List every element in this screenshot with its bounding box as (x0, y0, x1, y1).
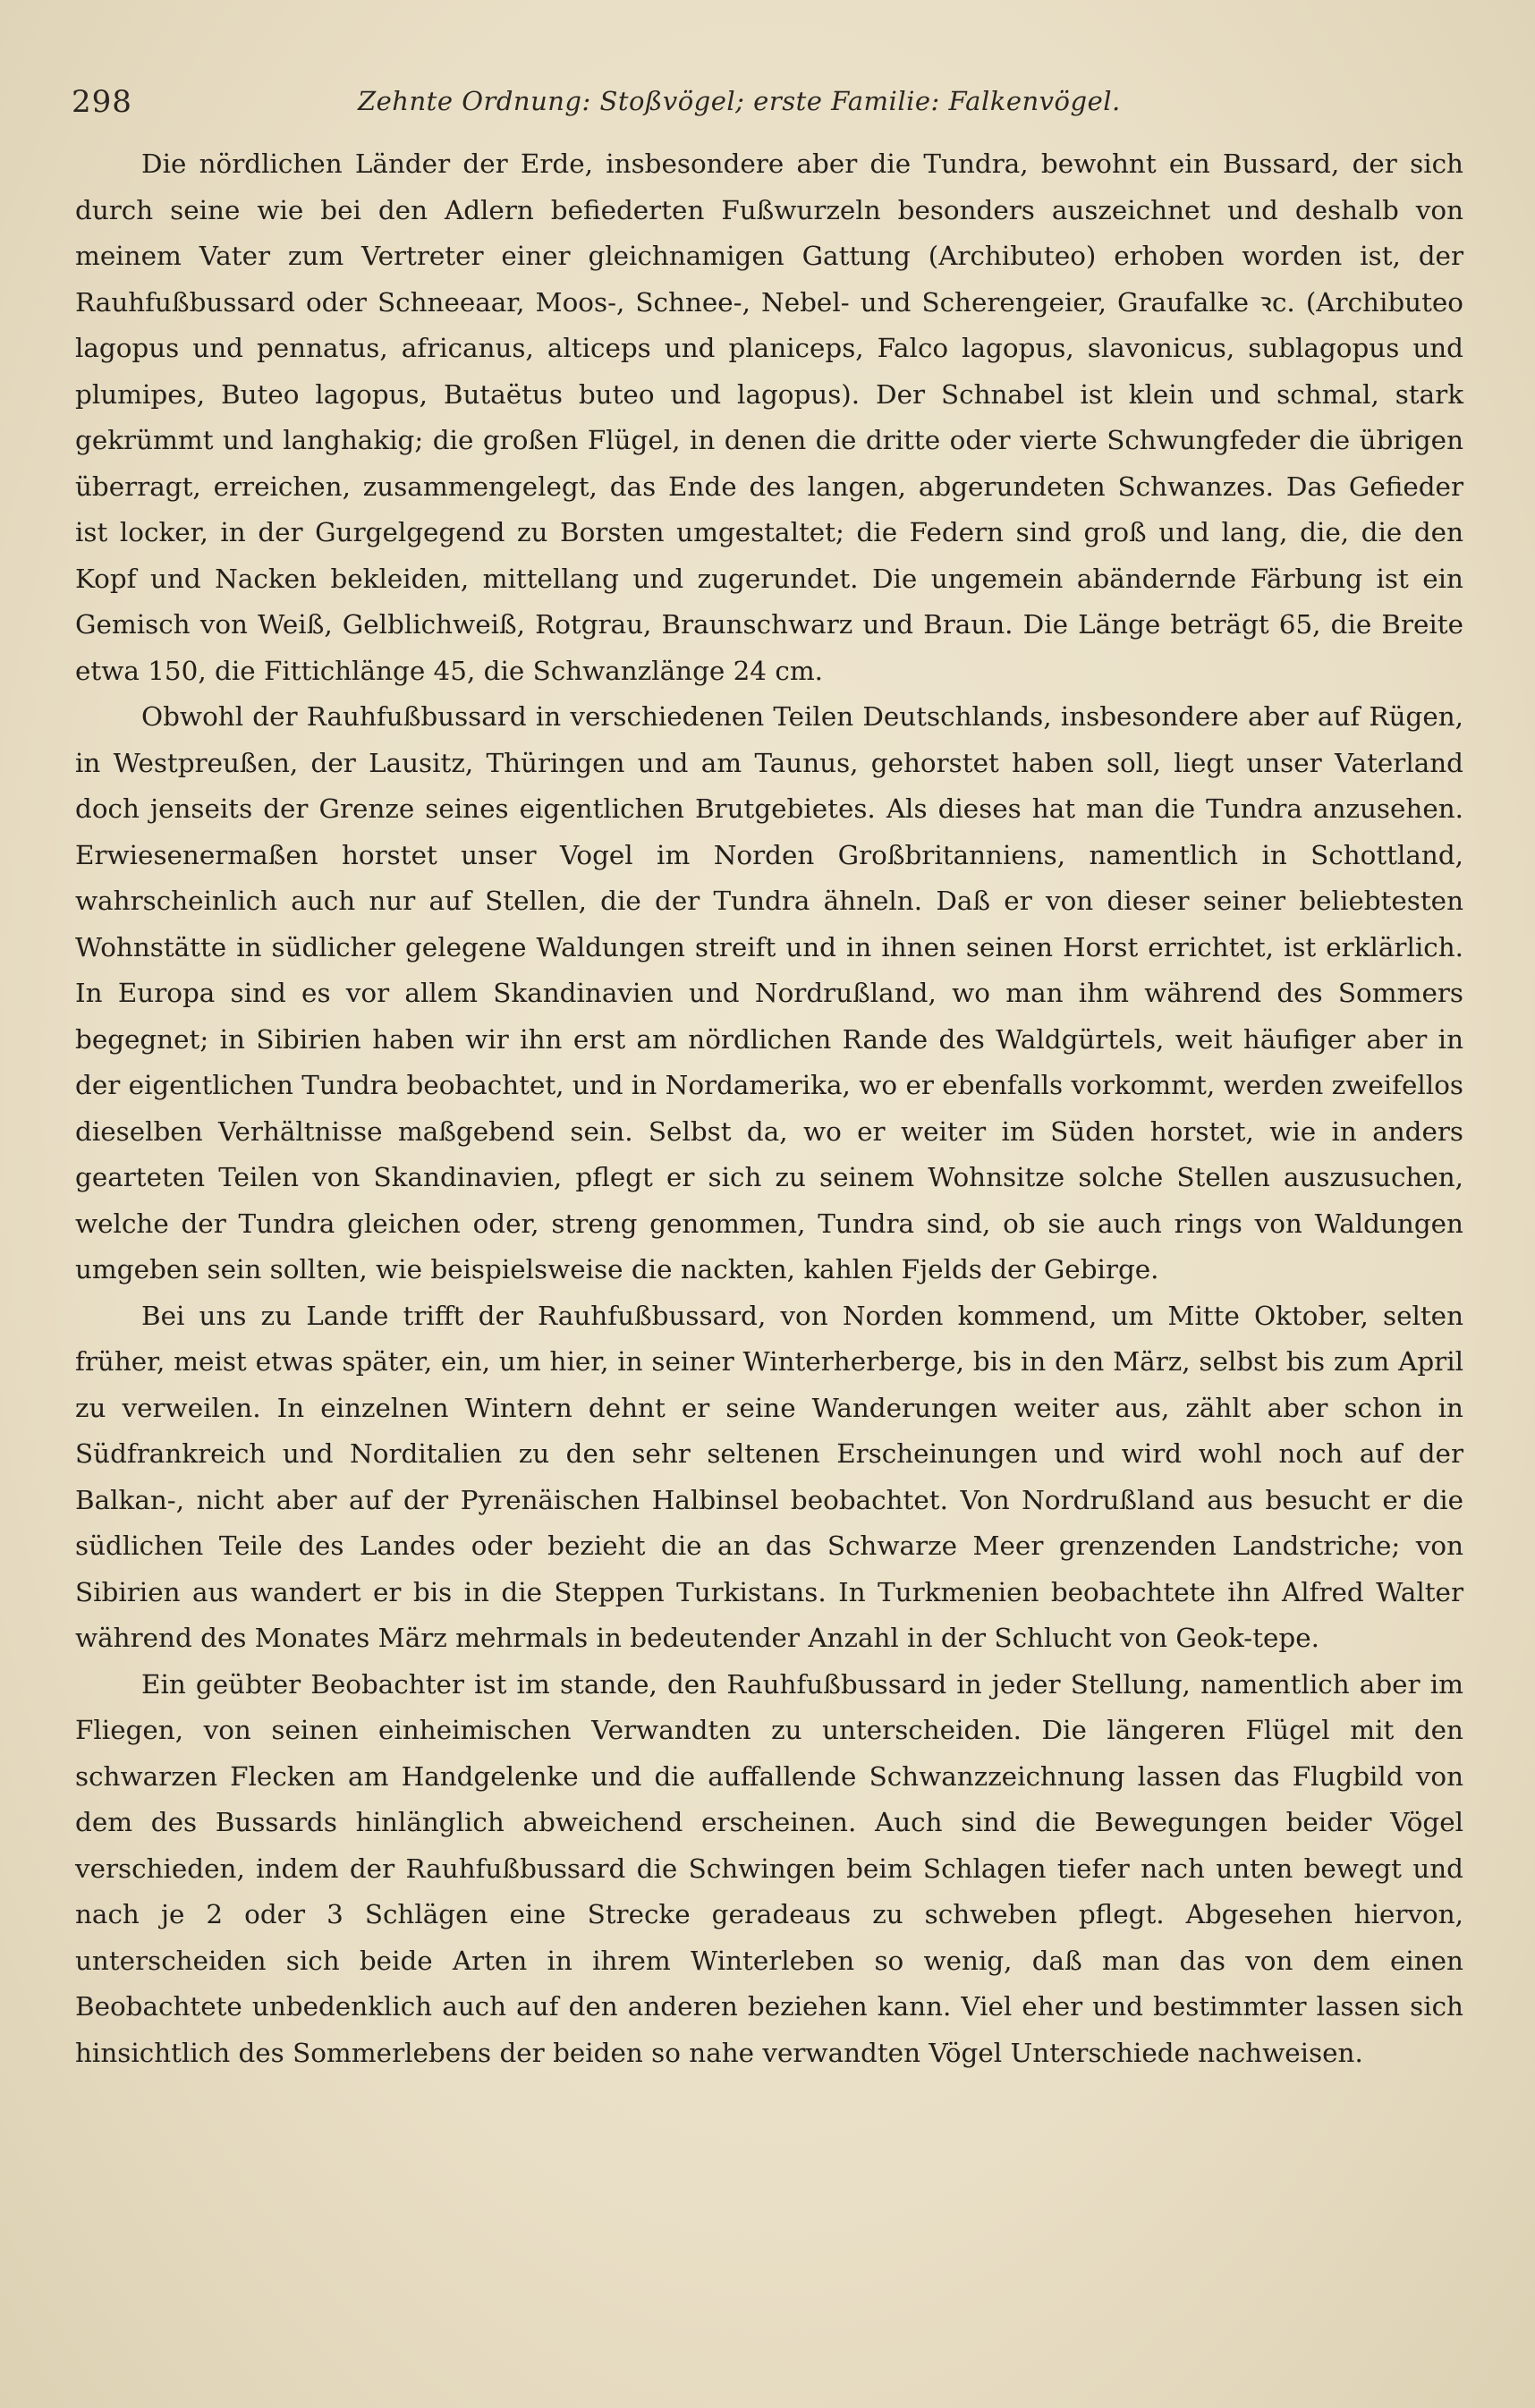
page-number: 298 (72, 84, 132, 120)
body-text (75, 141, 1463, 2076)
paragraph-distribution: Obwohl der Rauhfußbussard in verschiedenen Teilen Deutschlands, insbesondere aber auf Rügen, in Westpreußen, der Lausitz, Thüringen und am Taunus, gehorstet haben soll, liegt unser Vaterland doch jenseits der Grenze seines eigentlichen Brutgebietes. Als dieses hat man die Tundra anzusehen. Erwiesenermaßen horstet unser Vogel im Norden Großbritanniens, namentlich in Schottland, wahrscheinlich auch nur auf Stellen, die der Tundra ähneln. Daß er von dieser seiner beliebtesten Wohnstätte in südlicher gelegene Waldungen streift und in ihnen seinen Horst errichtet, ist erklärlich. In Europa sind es vor allem Skandinavien und Nordrußland, wo man ihm während des Sommers begegnet; in Sibirien haben wir ihn erst am nördlichen Rande des Waldgürtels, weit häufiger aber in der eigentlichen Tundra beobachtet, und in Nordamerika, wo er ebenfalls vorkommt, werden zweifellos dieselben Verhältnisse maßgebend sein. Selbst da, wo er weiter im Süden horstet, wie in anders gearteten Teilen von Skandinavien, pflegt er sich zu seinem Wohnsitze solche Stellen auszusuchen, welche der Tundra gleichen oder, streng genommen, Tundra sind, ob sie auch rings von Waldungen umgeben sein sollten, wie beispielsweise die nackten, kahlen Fjelds der Gebirge. (75, 701, 1463, 1285)
page-header (72, 84, 1467, 125)
paragraph-description: Die nördlichen Länder der Erde, insbesondere aber die Tundra, bewohnt ein Bussard, der sich durch seine wie bei den Adlern befiederten Fußwurzeln besonders auszeichnet und deshalb von meinem Vater zum Vertreter einer gleichnamigen Gattung (Archibuteo) erhoben worden ist, der Rauhfußbussard oder Schneeaar, Moos-, Schnee-, Nebel- und Scherengeier, Graufalke ꝛc. (Archibuteo lagopus und pennatus, africanus, alticeps und planiceps, Falco lagopus, slavonicus, sublagopus und plumipes, Buteo lagopus, Butaëtus buteo und lagopus). Der Schnabel ist klein und schmal, stark gekrümmt und langhakig; die großen Flügel, in denen die dritte oder vierte Schwungfeder die übrigen überragt, erreichen, zusammengelegt, das Ende des langen, abgerundeten Schwanzes. Das Gefieder ist locker, in der Gurgelgegend zu Borsten umgestaltet; die Federn sind groß und lang, die, die den Kopf und Nacken bekleiden, mittellang und zugerundet. Die ungemein abändernde Färbung ist ein Gemisch von Weiß, Gelblichweiß, Rotgrau, Braunschwarz und Braun. Die Länge beträgt 65, die Breite etwa 150, die Fittichlänge 45, die Schwanzlänge 24 cm. (75, 148, 1463, 686)
paragraph-behavior: Ein geübter Beobachter ist im stande, den Rauhfußbussard in jeder Stellung, namentlich aber im Fliegen, von seinen einheimischen Verwandten zu unterscheiden. Die längeren Flügel mit den schwarzen Flecken am Handgelenke und die auffallende Schwanzzeichnung lassen das Flugbild von dem des Bussards hinlänglich abweichend erscheinen. Auch sind die Bewegungen beider Vögel verschieden, indem der Rauhfußbussard die Schwingen beim Schlagen tiefer nach unten bewegt und nach je 2 oder 3 Schlägen eine Strecke geradeaus zu schweben pflegt. Abgesehen hiervon, unterscheiden sich beide Arten in ihrem Winterleben so wenig, daß man das von dem einen Beobachtete unbedenklich auch auf den anderen beziehen kann. Viel eher und bestimmter lassen sich hinsichtlich des Sommerlebens der beiden so nahe verwandten Vögel Unterschiede nachweisen. (75, 1668, 1463, 2068)
running-head: Zehnte Ordnung: Stoßvögel; erste Familie: Falkenvögel. (358, 86, 1121, 116)
paragraph-migration: Bei uns zu Lande trifft der Rauhfußbussard, von Norden kommend, um Mitte Oktober, selten früher, meist etwas später, ein, um hier, in seiner Winterherberge, bis in den März, selbst bis zum April zu verweilen. In einzelnen Wintern dehnt er seine Wanderungen weiter aus, zählt aber schon in Südfrankreich und Norditalien zu den sehr seltenen Erscheinungen und wird wohl noch auf der Balkan-, nicht aber auf der Pyrenäischen Halbinsel beobachtet. Von Nordrußland aus besucht er die südlichen Teile des Landes oder bezieht die an das Schwarze Meer grenzenden Landstriche; von Sibirien aus wandert er bis in die Steppen Turkistans. In Turkmenien beobachtete ihn Alfred Walter während des Monates März mehrmals in bedeutender Anzahl in der Schlucht von Geok-tepe. (75, 1300, 1463, 1653)
